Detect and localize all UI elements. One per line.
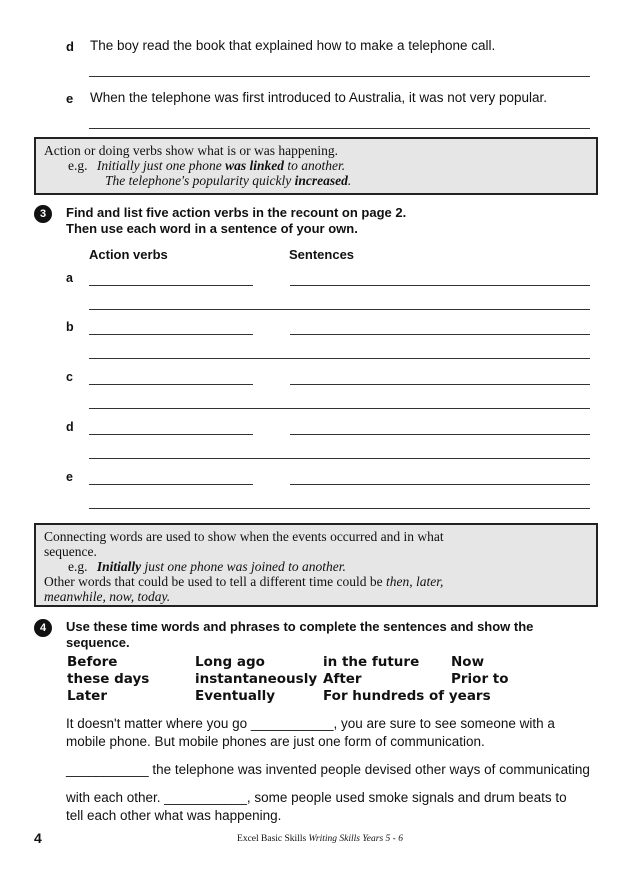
example-emphasis: Initially [96, 559, 142, 574]
sentence-line[interactable] [89, 358, 590, 359]
question-number-3: 3 [34, 205, 52, 223]
sentence-line[interactable] [290, 285, 590, 286]
column-header-sentences: Sentences [289, 247, 355, 262]
time-word: After [323, 671, 362, 687]
cloze-line: It doesn't matter where you go ___________, you are sure to see someone with a [66, 716, 555, 731]
tip-text: Other words that could be used to tell a different time could be [44, 574, 387, 589]
time-word: Long ago [195, 654, 265, 670]
action-verb-line[interactable] [89, 334, 253, 335]
footer-title-italic: Writing Skills Years 5 - 6 [308, 834, 403, 844]
sentence-line[interactable] [290, 334, 590, 335]
tip-line: sequence. [44, 544, 97, 559]
example-emphasis: was linked [225, 158, 284, 173]
eg-label: e.g. [68, 158, 88, 173]
tip-line: Action or doing verbs show what is or was happening. [44, 143, 338, 158]
sentence-line[interactable] [89, 508, 590, 509]
sentence-line[interactable] [290, 434, 590, 435]
row-letter: a [66, 271, 73, 285]
tip-line [44, 574, 588, 589]
answer-line-e[interactable] [89, 128, 590, 129]
time-word: instantaneously [195, 671, 318, 687]
time-word: Prior to [451, 671, 509, 687]
question-line: Then use each word in a sentence of your own. [66, 221, 358, 236]
page-number: 4 [34, 830, 42, 846]
example-text: Initially just one phone [96, 158, 226, 173]
tip-line: Connecting words are used to show when the events occurred and in what [44, 529, 444, 544]
sentence-line[interactable] [89, 408, 590, 409]
question-3-text [66, 205, 606, 237]
row-letter: e [66, 470, 73, 484]
cloze-line: with each other. ___________, some people used smoke signals and drum beats to [66, 790, 567, 805]
tip-example [44, 559, 588, 574]
tip-italic: meanwhile, now, today. [44, 589, 171, 604]
time-word: Later [67, 688, 107, 704]
time-word: Now [451, 654, 485, 670]
question-number-4: 4 [34, 619, 52, 637]
question-line: sequence. [66, 635, 130, 650]
footer-title [0, 834, 640, 844]
tip-box-connecting-words [34, 523, 598, 607]
sentence-line[interactable] [89, 458, 590, 459]
item-letter: d [66, 39, 74, 54]
example-text: . [347, 173, 352, 188]
cloze-line: mobile phone. But mobile phones are just one form of communication. [66, 734, 485, 749]
example-text: just one phone was joined to another. [141, 559, 346, 574]
answer-line-d[interactable] [89, 76, 590, 77]
tip-italic: then, later, [386, 574, 444, 589]
action-verb-line[interactable] [89, 484, 253, 485]
tip-line [44, 589, 588, 604]
tip-example-1 [44, 158, 588, 173]
example-text: The telephone's popularity quickly [105, 173, 295, 188]
item-d [66, 38, 606, 56]
sentence-line[interactable] [89, 309, 590, 310]
action-verb-line[interactable] [89, 384, 253, 385]
time-word: in the future [323, 654, 420, 670]
item-letter: e [66, 91, 74, 106]
question-line: Use these time words and phrases to complete the sentences and show the [66, 619, 534, 634]
item-text: The boy read the book that explained how to make a telephone call. [90, 38, 496, 53]
action-verb-line[interactable] [89, 285, 253, 286]
cloze-line: tell each other what was happening. [66, 808, 282, 823]
column-header-action-verbs: Action verbs [89, 247, 168, 262]
eg-label: e.g. [68, 559, 88, 574]
cloze-line: ___________ the telephone was invented people devised other ways of communicating [66, 762, 590, 777]
row-letter: c [66, 370, 73, 384]
action-verb-line[interactable] [89, 434, 253, 435]
sentence-line[interactable] [290, 384, 590, 385]
item-e [66, 90, 606, 108]
time-word: Before [67, 654, 118, 670]
cloze-paragraph [66, 715, 606, 825]
example-text: to another. [284, 158, 346, 173]
tip-box-action-verbs [34, 137, 598, 195]
tip-example-2 [44, 173, 588, 188]
item-text: When the telephone was first introduced to Australia, it was not very popular. [90, 90, 548, 105]
time-word: Eventually [195, 688, 276, 704]
question-line: Find and list five action verbs in the recount on page 2. [66, 205, 407, 220]
row-letter: d [66, 420, 74, 434]
sentence-line[interactable] [290, 484, 590, 485]
footer-title-plain: Excel Basic Skills [237, 834, 309, 844]
row-letter: b [66, 320, 74, 334]
question-4-text [66, 619, 606, 651]
time-word: these days [67, 671, 150, 687]
time-word: For hundreds of years [323, 688, 491, 704]
example-emphasis: increased [294, 173, 348, 188]
